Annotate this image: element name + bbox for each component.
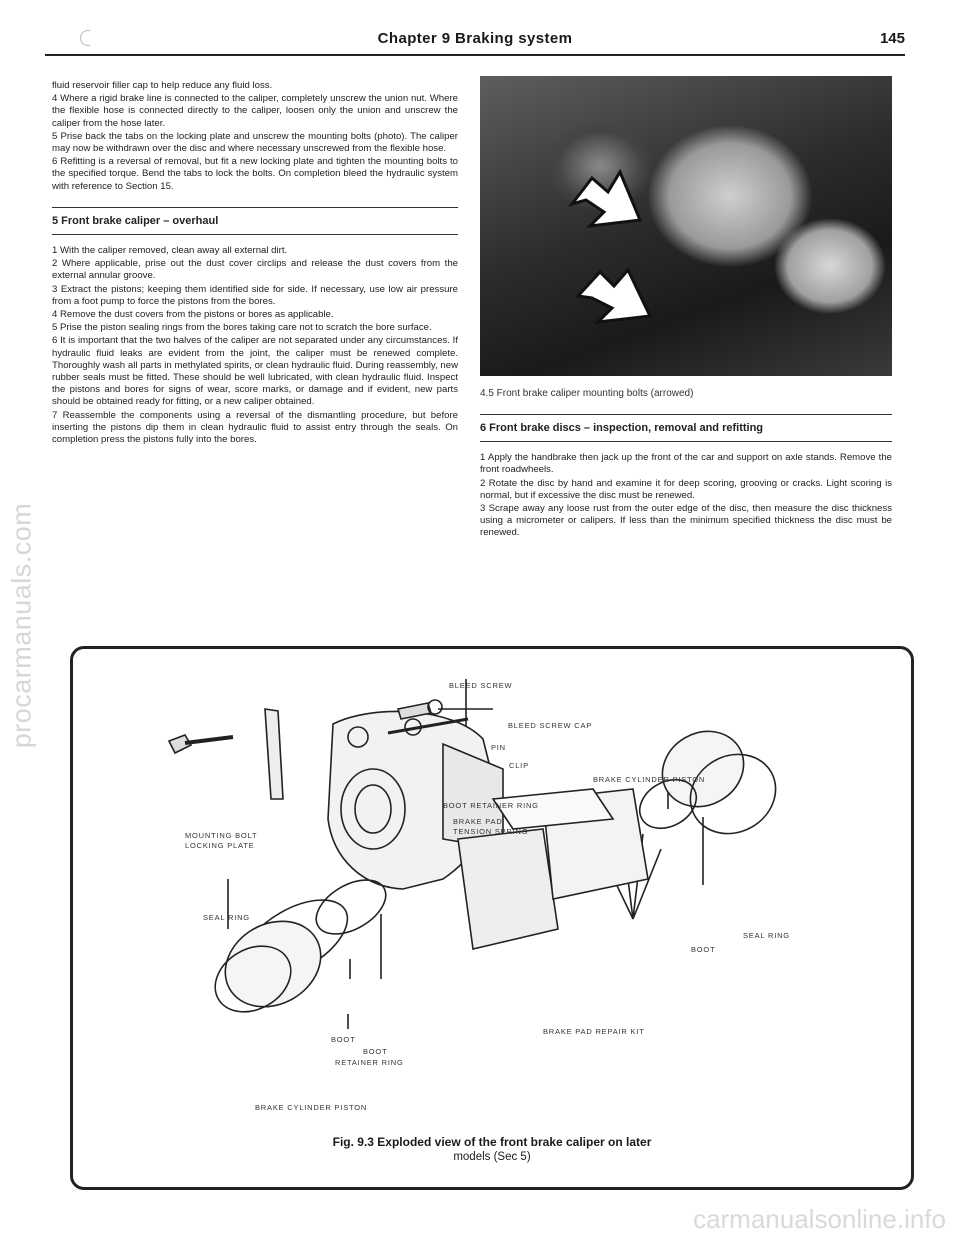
label-brake-pad-repair-kit: BRAKE PAD REPAIR KIT	[543, 1027, 645, 1036]
label-brake-cylinder-piston-top: BRAKE CYLINDER PISTON	[593, 775, 706, 784]
figure-frame	[70, 646, 914, 1190]
left-column	[52, 80, 458, 447]
paragraph: 5 Prise the piston sealing rings from the bores taking care not to scratch the bore surface.	[52, 322, 432, 334]
bleed-screw-cap	[428, 700, 442, 714]
figure-caption-sub: models (Sec 5)	[453, 1151, 531, 1163]
label-bleed-screw-cap: BLEED SCREW CAP	[508, 721, 593, 730]
caliper-photo	[480, 76, 892, 376]
paragraph: fluid reservoir filler cap to help reduce any fluid loss.	[52, 80, 273, 91]
arrow-icon	[572, 172, 640, 226]
label-brake-cylinder-piston-bottom: BRAKE CYLINDER PISTON	[255, 1103, 368, 1112]
paragraph: 6 Refitting is a reversal of removal, but fit a new locking plate and tighten the mounting bolts to the specified torque. Bend the tabs to lock the bolts. On completion bleed the hydraulic system with reference to Section 15.	[52, 156, 458, 192]
label-mounting-bolt: MOUNTING BOLT	[185, 831, 258, 840]
label-clip: CLIP	[509, 761, 529, 770]
label-boot-bottom: BOOT	[331, 1035, 356, 1044]
figure-caption	[73, 1135, 911, 1165]
label-retainer-ring-bottom: RETAINER RING	[335, 1058, 404, 1067]
label-locking-plate: LOCKING PLATE	[185, 841, 255, 850]
brake-pad-left	[458, 829, 558, 949]
label-brake-pad-tension-spring: BRAKE PAD TENSION SPRING	[453, 817, 529, 836]
paragraph: 2 Rotate the disc by hand and examine it for deep scoring, grooving or cracks. Light scoring is normal, but if excessive the disc must be renewed.	[480, 477, 892, 501]
figure-caption-title: Fig. 9.3 Exploded view of the front brake caliper on later	[332, 1135, 652, 1149]
paragraph: 1 Apply the handbrake then jack up the front of the car and support on axle stands. Remove the front roadwheels.	[480, 452, 892, 476]
exploded-diagram	[73, 649, 905, 1129]
arrow-icon	[578, 270, 650, 322]
chapter-title: Chapter 9 Braking system	[377, 30, 573, 47]
paragraph: 3 Scrape away any loose rust from the outer edge of the disc, then measure the disc thickness using a micrometer or calipers. If less than the minimum specified thickness the disc must be renewed.	[480, 503, 892, 539]
paragraph: 4 Where a rigid brake line is connected to the caliper, completely unscrew the union nut. Where the flexible hose is connected directly to the caliper, loosen only the union and unscrew the caliper from the hose later.	[52, 93, 458, 129]
watermark-footer: carmanualsonline.info	[693, 1204, 946, 1234]
paragraph: 1 With the caliper removed, clean away all external dirt.	[52, 245, 288, 257]
paragraph: 6 It is important that the two halves of the caliper are not separated under any circumstances. If hydraulic fluid leaks are evident from the joint, the caliper must be renewed complete. Thoroughly wash all parts in methylated spirits, or clean hydraulic fluid. During reassembly, new rubber seals must be fitted. These should be well lubricated, with clean hydraulic fluid. Inspect the pistons and bores for signs of wear, score marks, or damage and if evident, new parts should be obtained ready for fitting, or a new caliper obtained.	[52, 335, 458, 408]
label-seal-ring-right: SEAL RING	[743, 931, 790, 940]
paragraph: 7 Reassemble the components using a reversal of the dismantling procedure, but before inserting the pistons dip them in clean hydraulic fluid to assist entry through the seals. On completion press the pistons fully into the bores.	[52, 409, 458, 446]
paragraph: 5 Prise back the tabs on the locking plate and unscrew the mounting bolts (photo). The caliper may now be withdrawn over the disc and where necessary unscrewed from the flexible hose.	[52, 130, 458, 155]
locking-plate	[265, 709, 283, 799]
label-boot-right: BOOT	[691, 945, 716, 954]
watermark-side: procarmanuals.com	[6, 502, 37, 748]
paragraph: 4 Remove the dust covers from the pistons or bores as applicable.	[52, 309, 334, 321]
photo-arrows	[480, 76, 892, 376]
label-boot-retainer-bottom: BOOT	[363, 1047, 388, 1056]
label-bleed-screw: BLEED SCREW	[449, 681, 513, 690]
label-seal-ring-left: SEAL RING	[203, 913, 250, 922]
paragraph: 3 Extract the pistons; keeping them identified side for side. If necessary, use low air pressure from a foot pump to force the pistons from the bores.	[52, 283, 458, 307]
right-column	[480, 414, 892, 541]
label-pin: PIN	[491, 743, 506, 752]
photo-caption: 4.5 Front brake caliper mounting bolts (arrowed)	[480, 388, 694, 399]
section-heading-5: 5 Front brake caliper – overhaul	[52, 207, 458, 235]
page-header	[45, 22, 905, 56]
paragraph: 2 Where applicable, prise out the dust cover circlips and release the dust covers from the external annular groove.	[52, 258, 458, 282]
section-heading-6: 6 Front brake discs – inspection, removal and refitting	[480, 414, 892, 442]
page-number: 145	[879, 30, 905, 47]
label-boot-retainer-ring-top: BOOT RETAINER RING	[443, 801, 539, 810]
mounting-bolt-shank	[185, 737, 233, 743]
